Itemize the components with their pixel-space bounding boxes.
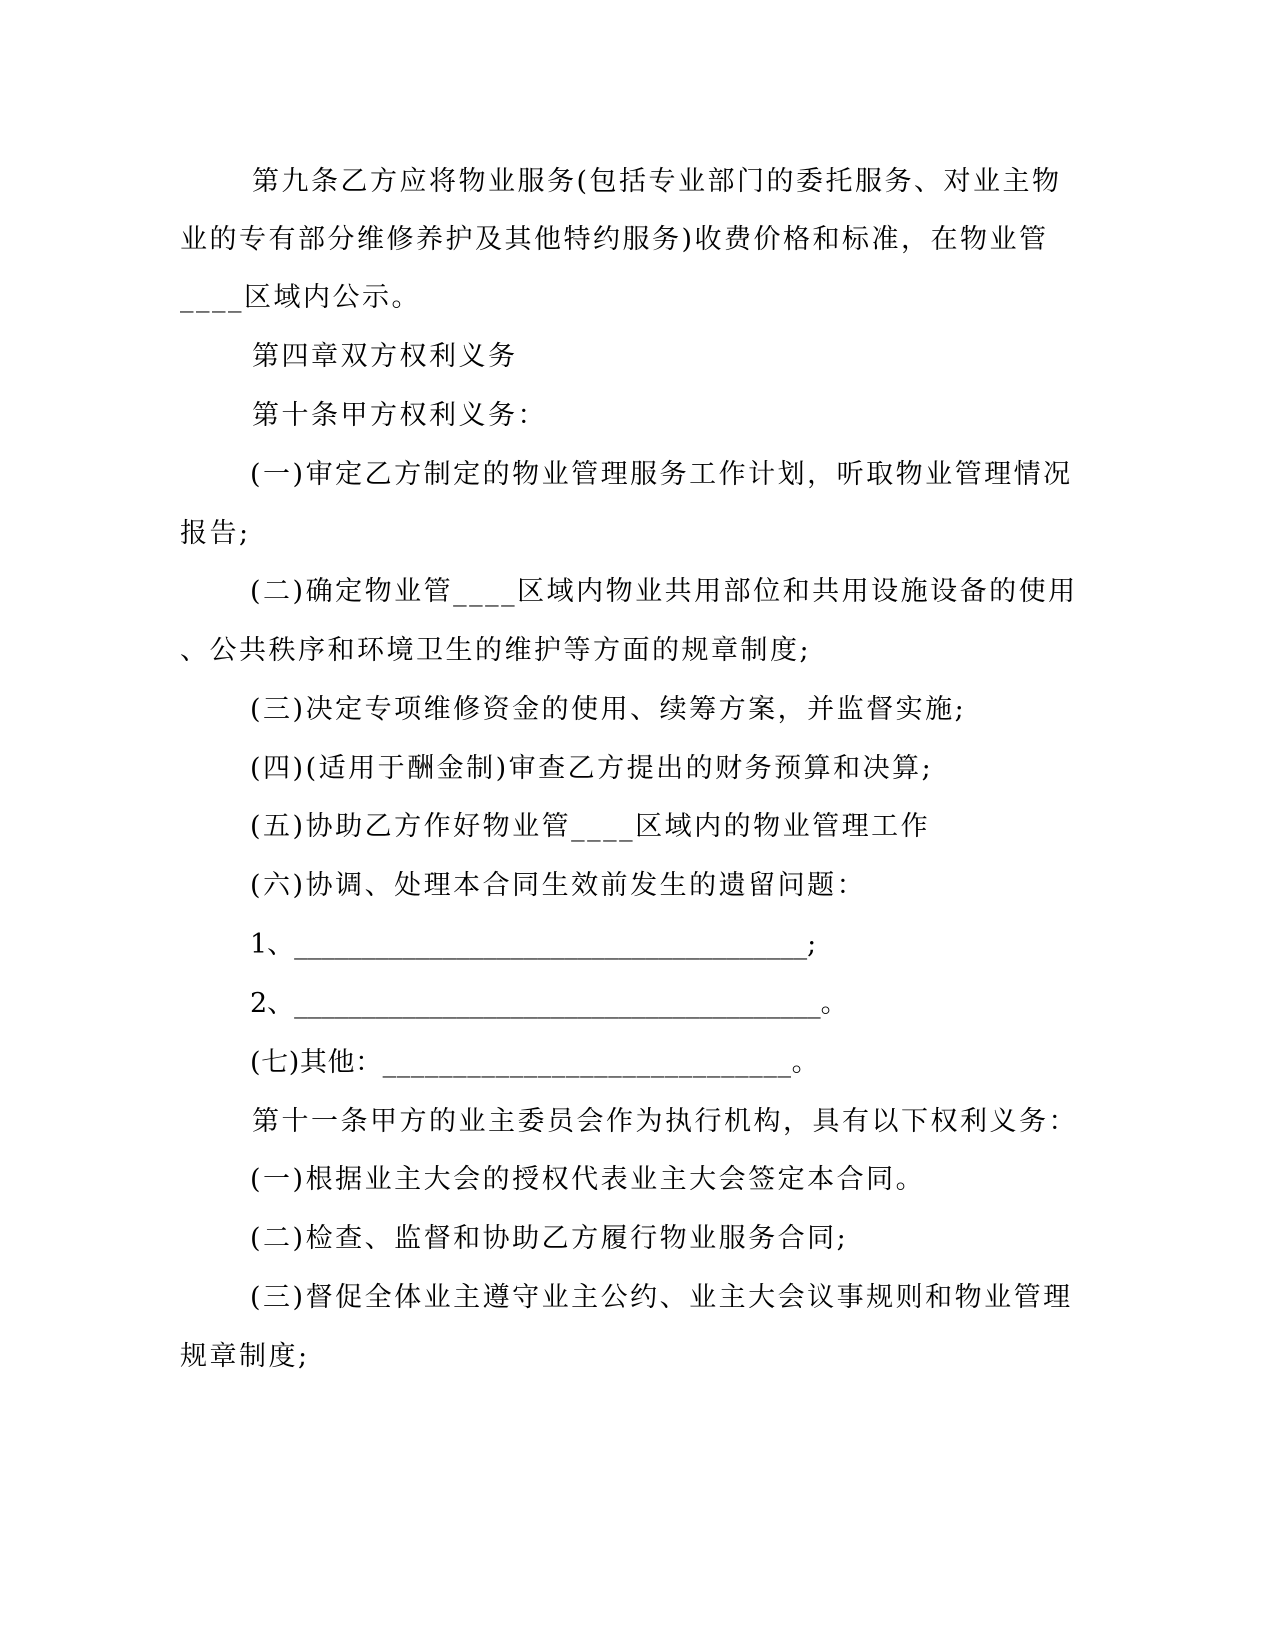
paragraph-line: (六)协调、处理本合同生效前发生的遗留问题： bbox=[250, 870, 867, 901]
paragraph-line: (四)(适用于酬金制)审查乙方提出的财务预算和决算; bbox=[250, 753, 934, 784]
paragraph-line: 、公共秩序和环境卫生的维护等方面的规章制度; bbox=[180, 635, 812, 666]
blank-item-1: 1、______________________________________; bbox=[250, 929, 817, 960]
paragraph-line: (二)检查、监督和协助乙方履行物业服务合同; bbox=[250, 1223, 849, 1254]
paragraph-line: 报告; bbox=[180, 518, 251, 549]
blank-item-2: 2、_______________________________________。 bbox=[250, 988, 848, 1019]
blank-item-other: (七)其他：_____________________________。 bbox=[250, 1047, 820, 1078]
paragraph-line: (一)根据业主大会的授权代表业主大会签定本合同。 bbox=[250, 1164, 926, 1195]
article-heading: 第十条甲方权利义务： bbox=[252, 400, 547, 431]
paragraph-line: (二)确定物业管____区域内物业共用部位和共用设施设备的使用 bbox=[250, 576, 1078, 607]
paragraph-line: ____区域内公示。 bbox=[180, 282, 421, 313]
paragraph-line: (五)协助乙方作好物业管____区域内的物业管理工作 bbox=[250, 811, 931, 842]
paragraph-line: 第九条乙方应将物业服务(包括专业部门的委托服务、对业主物 bbox=[252, 166, 1062, 197]
paragraph-line: (一)审定乙方制定的物业管理服务工作计划，听取物业管理情况 bbox=[250, 459, 1073, 490]
paragraph-line: (三)决定专项维修资金的使用、续筹方案，并监督实施; bbox=[250, 694, 967, 725]
article-heading: 第十一条甲方的业主委员会作为执行机构，具有以下权利义务： bbox=[252, 1106, 1078, 1137]
paragraph-line: 规章制度; bbox=[180, 1341, 310, 1372]
paragraph-line: 业的专有部分维修养护及其他特约服务)收费价格和标准，在物业管 bbox=[180, 224, 1049, 255]
paragraph-line: (三)督促全体业主遵守业主公约、业主大会议事规则和物业管理 bbox=[250, 1282, 1073, 1313]
chapter-heading: 第四章双方权利义务 bbox=[252, 341, 518, 372]
